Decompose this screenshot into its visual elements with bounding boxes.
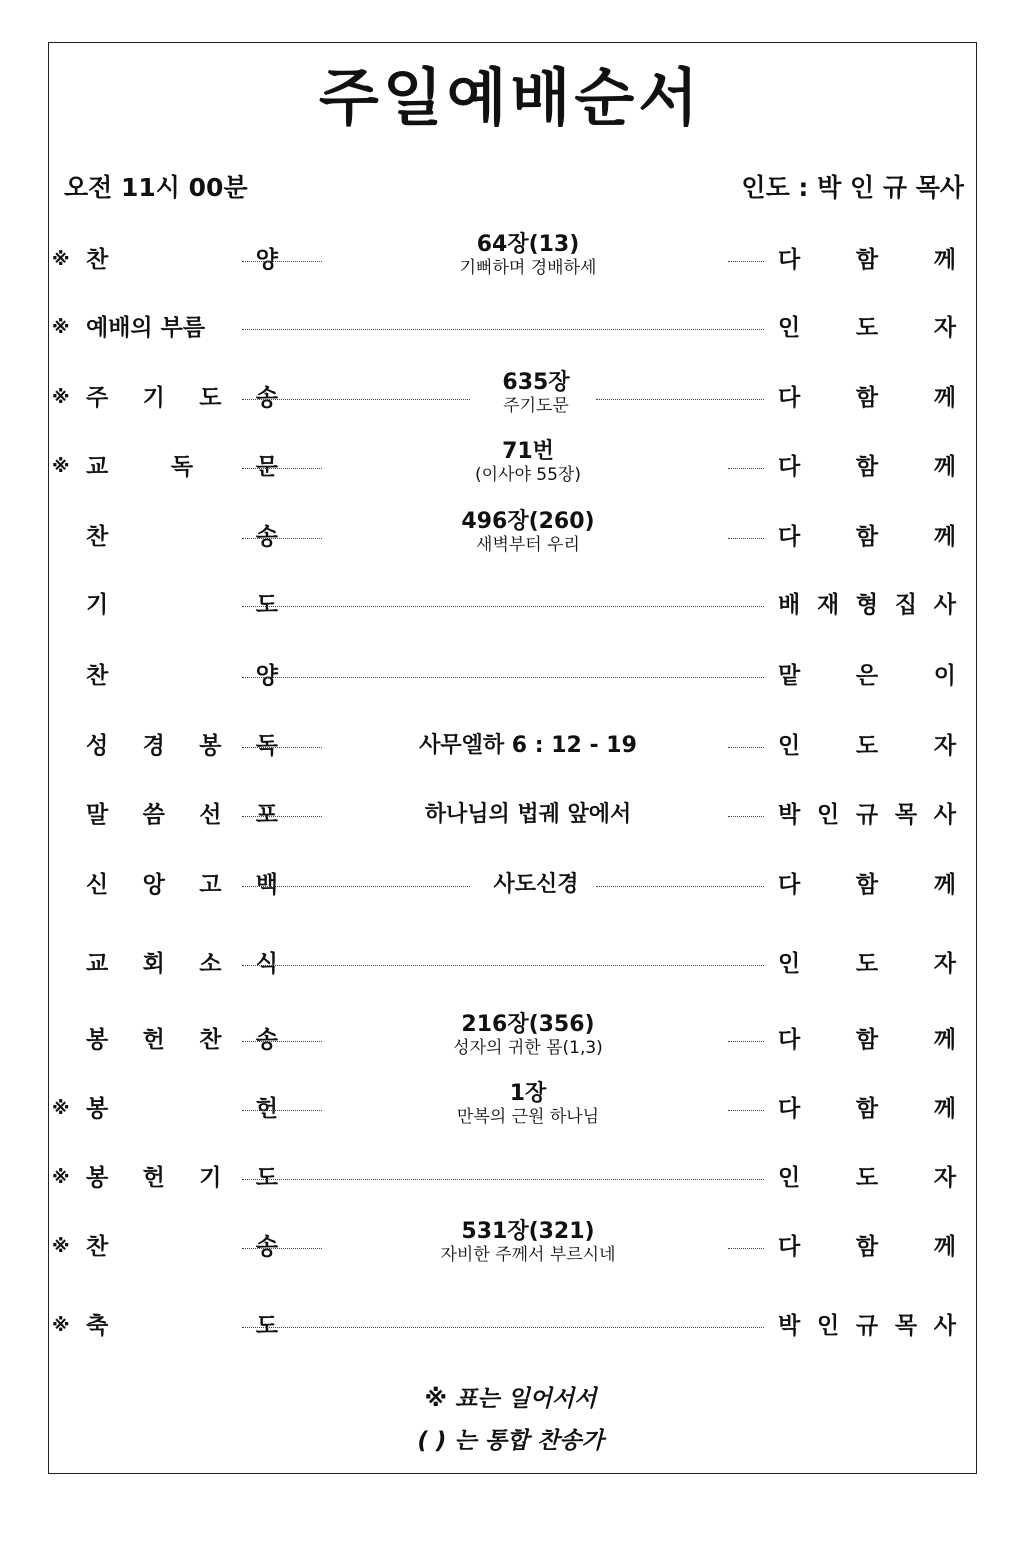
service-item [52,509,962,555]
item-person-char: 함 [855,524,879,550]
item-person [778,950,956,978]
item-person-char: 맡 [778,663,801,689]
item-person-char: 목 [894,1313,918,1339]
item-person-char: 은 [855,663,879,689]
dotted-leader [596,886,764,887]
item-person-char: 규 [855,802,879,828]
item-label-char: 포 [255,802,278,828]
item-person-char: 께 [933,1234,956,1260]
hymn-title: 성자의 귀한 몸(1,3) [453,1038,603,1058]
dotted-leader [596,399,764,400]
item-person-char: 다 [778,872,801,898]
dotted-leader [728,1041,764,1042]
item-person-char: 인 [816,802,840,828]
hymn-title: (이사야 55장) [475,465,581,485]
hymn-number: 635장 [502,370,570,395]
item-person [778,871,956,899]
item-label-char: 기 [199,1165,222,1191]
item-label-char: 말 [86,802,109,828]
item-label [86,801,278,829]
item-person-char: 인 [778,733,801,759]
dotted-leader [242,1041,322,1042]
item-detail [328,232,728,278]
item-label-char: 양 [255,247,278,273]
item-label [86,871,278,899]
standing-mark: ※ [52,456,70,477]
item-person-char: 인 [778,315,801,341]
item-detail [328,439,728,485]
item-person-char: 께 [933,1027,956,1053]
service-item [52,801,962,829]
item-label-char: 경 [142,733,165,759]
item-label-char: 봉 [86,1027,109,1053]
service-item [52,732,962,760]
dotted-leader [242,538,322,539]
item-person [778,523,956,551]
item-label [86,314,278,342]
standing-mark: ※ [52,1236,70,1257]
service-item [52,662,962,690]
dotted-leader [242,747,322,748]
hymn-number: 496장(260) [461,509,595,534]
item-person-char: 함 [855,1234,879,1260]
item-label-char: 헌 [142,1165,165,1191]
item-label-char: 독 [255,733,278,759]
item-label-char: 신 [86,872,109,898]
item-label [86,950,278,978]
item-person [778,662,956,690]
dotted-leader [242,606,764,607]
item-label-char: 봉 [86,1165,109,1191]
item-label-char: 앙 [142,872,165,898]
note-hymnal: ( ) 는 통합 찬송가 [417,1428,604,1454]
item-person-char: 다 [778,524,801,550]
item-label [86,384,278,412]
dotted-leader [242,1248,322,1249]
item-person [778,453,956,481]
item-detail [328,1012,728,1058]
item-person-char: 다 [778,385,801,411]
page-title: 주일예배순서 [318,61,703,134]
item-label-char: 찬 [86,1234,109,1260]
item-person [778,1026,956,1054]
standing-mark: ※ [52,387,70,408]
item-label [86,523,278,551]
service-item [52,1081,962,1127]
item-person-char: 함 [855,1027,879,1053]
item-label [86,1312,278,1340]
item-person-char: 도 [855,1165,879,1191]
item-label-char: 백 [255,872,278,898]
item-label-char: 기 [142,385,165,411]
item-person-char: 사 [933,592,956,618]
item-label [86,591,278,619]
item-label-char: 문 [255,454,278,480]
item-label [86,1095,278,1123]
item-person-char: 도 [855,733,879,759]
item-person-char: 도 [855,315,879,341]
dotted-leader [242,468,322,469]
item-detail [476,871,596,899]
hymn-title: 자비한 주께서 부르시네 [440,1245,616,1265]
item-person [778,384,956,412]
service-item [52,1164,962,1192]
item-person-char: 다 [778,1027,801,1053]
item-person-char: 께 [933,247,956,273]
item-label [86,1164,278,1192]
item-label-char: 찬 [86,247,109,273]
item-label-char: 봉 [199,733,222,759]
standing-mark: ※ [52,1098,70,1119]
standing-mark: ※ [52,1315,70,1336]
item-person-char: 자 [933,315,956,341]
item-label-char: 봉 [86,1096,109,1122]
item-label-char: 헌 [255,1096,278,1122]
hymn-number: 531장(321) [461,1219,595,1244]
item-label-char: 도 [255,1165,278,1191]
item-label [86,453,278,481]
item-label-char: 도 [255,1313,278,1339]
item-detail [476,370,596,416]
hymn-title: 만복의 근원 하나님 [456,1107,600,1127]
item-person-char: 자 [933,733,956,759]
item-label-char: 찬 [199,1027,222,1053]
service-item [52,1219,962,1265]
item-person-char: 사 [933,802,956,828]
service-item [52,591,962,619]
item-person-char: 께 [933,872,956,898]
item-person-char: 다 [778,454,801,480]
dotted-leader [728,468,764,469]
dotted-leader [728,538,764,539]
service-item [52,871,962,899]
item-label-char: 식 [255,951,278,977]
service-time: 오전 11시 00분 [64,173,248,202]
item-label [86,1233,278,1261]
service-item [52,1312,962,1340]
item-person [778,1233,956,1261]
item-person-char: 다 [778,1096,801,1122]
item-label-char: 소 [199,951,222,977]
item-person-char: 박 [778,802,801,828]
standing-mark: ※ [52,317,70,338]
item-text: 하나님의 법궤 앞에서 [424,802,632,827]
item-label [86,1026,278,1054]
dotted-leader [242,886,470,887]
item-label-char: 씀 [142,802,165,828]
item-detail [328,801,728,829]
item-person-char: 께 [933,454,956,480]
item-label-char: 찬 [86,663,109,689]
item-person-char: 인 [778,951,801,977]
item-detail [328,1081,728,1127]
standing-mark: ※ [52,1167,70,1188]
service-item [52,1012,962,1058]
dotted-leader [242,1110,322,1111]
item-person-char: 인 [778,1165,801,1191]
item-label-char: 예배의 부름 [86,315,206,341]
item-person [778,801,956,829]
dotted-leader [242,677,764,678]
item-person-char: 께 [933,1096,956,1122]
item-label-char: 주 [86,385,109,411]
item-person-char: 인 [816,1313,840,1339]
dotted-leader [242,965,764,966]
item-person-char: 께 [933,524,956,550]
item-label [86,246,278,274]
item-person-char: 께 [933,385,956,411]
item-person-char: 자 [933,1165,956,1191]
standing-mark: ※ [52,249,70,270]
dotted-leader [728,747,764,748]
item-text: 사무엘하 6 : 12 - 19 [419,733,637,758]
service-item [52,314,962,342]
item-person-char: 규 [855,1313,879,1339]
item-person-char: 집 [894,592,918,618]
dotted-leader [728,816,764,817]
item-person-char: 형 [855,592,879,618]
item-label-char: 교 [86,454,109,480]
item-label-char: 송 [255,524,278,550]
item-person-char: 함 [855,385,879,411]
item-person-char: 다 [778,1234,801,1260]
item-label-char: 고 [199,872,222,898]
hymn-number: 216장(356) [461,1012,595,1037]
hymn-title: 기뻐하며 경배하세 [459,258,597,278]
dotted-leader [242,1179,764,1180]
item-detail [328,1219,728,1265]
item-person [778,246,956,274]
item-label-char: 도 [255,592,278,618]
item-label-char: 도 [199,385,222,411]
hymn-number: 1장 [509,1081,547,1106]
item-person [778,1164,956,1192]
dotted-leader [728,1248,764,1249]
item-label-char: 헌 [142,1027,165,1053]
item-person-char: 배 [778,592,801,618]
item-person [778,314,956,342]
item-label-char: 기 [86,592,109,618]
dotted-leader [728,261,764,262]
item-person-char: 함 [855,872,879,898]
dotted-leader [242,1327,764,1328]
item-label-char: 회 [142,951,165,977]
item-detail [328,732,728,760]
item-label-char: 송 [255,1234,278,1260]
dotted-leader [728,1110,764,1111]
item-person-char: 목 [894,802,918,828]
item-label-char: 성 [86,733,109,759]
dotted-leader [242,399,470,400]
service-item [52,950,962,978]
hymn-title: 주기도문 [503,396,569,416]
item-person-char: 사 [933,1313,956,1339]
item-label-char: 교 [86,951,109,977]
dotted-leader [242,261,322,262]
item-person-char: 다 [778,247,801,273]
item-person [778,1095,956,1123]
item-label-char: 송 [255,1027,278,1053]
item-label-char: 찬 [86,524,109,550]
hymn-number: 64장(13) [476,232,580,257]
item-person [778,1312,956,1340]
item-person-char: 자 [933,951,956,977]
item-label-char: 독 [170,454,194,480]
service-item [52,370,962,416]
item-person-char: 함 [855,1096,879,1122]
dotted-leader [242,329,764,330]
service-leader: 인도 : 박 인 규 목사 [741,173,964,202]
item-label-char: 송 [255,385,278,411]
item-label-char: 축 [86,1313,109,1339]
item-label [86,732,278,760]
item-person [778,732,956,760]
item-person [778,591,956,619]
item-label-char: 선 [199,802,222,828]
item-person-char: 함 [855,454,879,480]
dotted-leader [242,816,322,817]
item-label [86,662,278,690]
hymn-title: 새벽부터 우리 [476,535,580,555]
item-person-char: 이 [933,663,956,689]
item-person-char: 도 [855,951,879,977]
item-label-char: 양 [255,663,278,689]
item-person-char: 함 [855,247,879,273]
service-item [52,232,962,278]
item-text: 사도신경 [493,872,579,897]
item-detail [328,509,728,555]
note-standing: ※ 표는 일어서서 [424,1386,597,1412]
service-item [52,439,962,485]
hymn-number: 71번 [502,439,554,464]
item-person-char: 박 [778,1313,801,1339]
item-person-char: 재 [816,592,840,618]
